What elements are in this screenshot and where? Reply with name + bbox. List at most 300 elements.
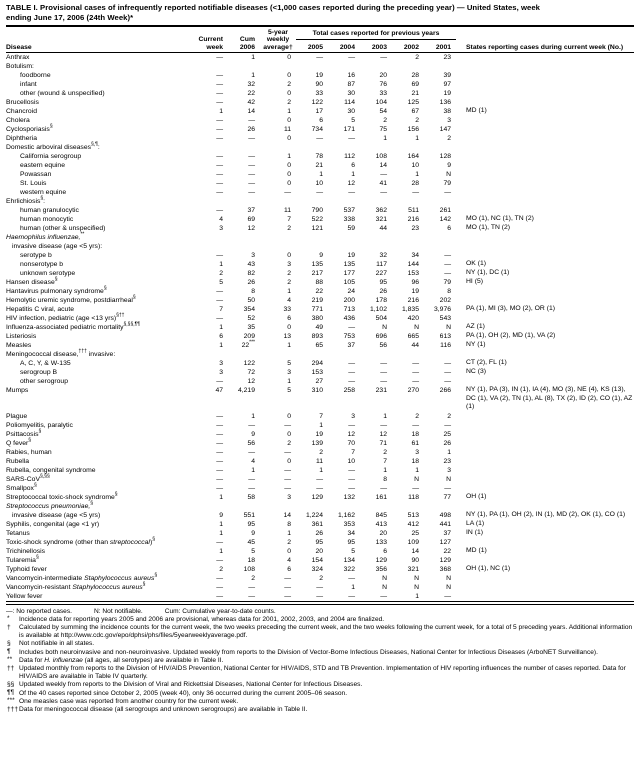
value-cell: 3 xyxy=(415,449,419,457)
disease-name-cell: unknown serotype xyxy=(20,270,76,278)
value-cell xyxy=(392,62,424,71)
disease-table xyxy=(6,27,634,602)
table-row xyxy=(6,242,634,251)
states-cell xyxy=(456,71,634,80)
value-cell xyxy=(360,502,392,511)
value-cell: 3 xyxy=(287,261,291,269)
value-cell: 1 xyxy=(319,467,323,475)
value-cell xyxy=(260,502,296,511)
states-cell: PA (1), MI (3), MO (2), OR (1) xyxy=(466,305,556,313)
value-cell: 2 xyxy=(383,117,387,125)
value-cell: 3 xyxy=(447,117,452,125)
value-cell: 1 xyxy=(287,153,291,161)
value-cell: 79 xyxy=(443,279,452,287)
states-cell xyxy=(456,583,634,592)
value-cell xyxy=(228,242,260,251)
disease-name-cell: Haemophilus influenzae,** xyxy=(6,232,85,242)
value-cell: 69 xyxy=(247,216,255,224)
value-cell: — xyxy=(216,297,223,305)
value-cell xyxy=(228,197,260,206)
value-cell: 216 xyxy=(407,297,419,305)
value-cell: 118 xyxy=(408,494,419,502)
value-cell: 37 xyxy=(247,207,255,215)
col-header-disease: Disease xyxy=(6,27,198,53)
disease-name-cell: invasive disease (age <5 yrs): xyxy=(12,243,103,251)
table-row xyxy=(6,179,634,188)
disease-name-cell: Listeriosis xyxy=(6,333,37,341)
table-row xyxy=(6,574,634,583)
value-cell: 3 xyxy=(287,369,291,377)
value-cell: 504 xyxy=(375,315,387,323)
value-cell: — xyxy=(316,476,323,484)
table-header xyxy=(6,27,634,53)
value-cell: — xyxy=(444,261,452,269)
value-cell: 3 xyxy=(219,360,223,368)
states-cell xyxy=(456,161,634,170)
states-cell xyxy=(456,179,634,188)
value-cell: 1 xyxy=(219,530,223,538)
value-cell: — xyxy=(216,252,223,260)
value-cell: 322 xyxy=(343,566,355,574)
value-cell: 1 xyxy=(219,342,223,350)
value-cell: — xyxy=(444,252,452,260)
value-cell: — xyxy=(348,485,355,493)
disease-name-cell: California serogroup xyxy=(20,153,82,161)
value-cell xyxy=(392,502,424,511)
states-cell xyxy=(456,377,634,386)
value-cell: 1 xyxy=(415,135,419,143)
value-cell: 1 xyxy=(219,548,223,556)
value-cell: 0 xyxy=(287,171,291,179)
footnote-marker: ** xyxy=(7,656,13,664)
value-cell: 7 xyxy=(383,458,387,466)
value-cell: 50 xyxy=(247,297,255,305)
value-cell: 310 xyxy=(311,387,323,395)
states-cell: CT (2), FL (1) xyxy=(466,359,507,367)
disease-name-cell: SARS-CoV§,§§ xyxy=(6,473,50,484)
value-cell xyxy=(198,62,228,71)
value-cell xyxy=(198,350,228,359)
value-cell: — xyxy=(284,422,291,430)
value-cell: 8 xyxy=(251,288,255,296)
value-cell: 771 xyxy=(311,306,323,314)
title-line-1: TABLE I. Provisional cases of infrequently reported notifiable diseases (<1,000 cases reported during the preceding year) — United States, week xyxy=(6,3,540,12)
states-cell: MD (1) xyxy=(466,547,487,555)
legend-item: —: No reported cases. xyxy=(6,607,72,615)
disease-name-cell: Rabies, human xyxy=(6,449,52,457)
value-cell: 69 xyxy=(411,81,419,89)
value-cell: 56 xyxy=(379,342,387,350)
value-cell: — xyxy=(380,378,387,386)
value-cell xyxy=(424,62,456,71)
value-cell: 37 xyxy=(443,530,452,538)
states-cell: NC (3) xyxy=(466,368,487,376)
value-cell: 7 xyxy=(219,306,223,314)
value-cell: 202 xyxy=(439,297,452,305)
value-cell: — xyxy=(444,369,452,377)
value-cell: 153 xyxy=(311,369,323,377)
disease-name-cell: Domestic arboviral diseases§,¶: xyxy=(6,142,100,152)
footnote: *** One measles case was reported from another country for the current week. xyxy=(7,697,239,705)
value-cell: 1,835 xyxy=(401,306,419,314)
value-cell: 1 xyxy=(287,342,291,350)
disease-name-cell: Cyclosporiasis§ xyxy=(6,124,53,134)
footnote-marker: § xyxy=(7,639,11,647)
value-cell xyxy=(228,233,260,242)
value-cell: 9 xyxy=(319,252,323,260)
table-row xyxy=(6,350,634,359)
value-cell: 30 xyxy=(347,108,355,116)
states-cell xyxy=(456,475,634,484)
value-cell: — xyxy=(248,476,255,484)
disease-name-cell: serotype b xyxy=(20,252,52,260)
value-cell: 42 xyxy=(247,99,255,107)
table-row xyxy=(6,143,634,152)
value-cell: 45 xyxy=(247,539,255,547)
value-cell: 10 xyxy=(411,162,419,170)
value-cell: 17 xyxy=(315,108,323,116)
value-cell xyxy=(228,350,260,359)
disease-name-cell: Hemolytic uremic syndrome, postdiarrheal§ xyxy=(6,295,136,305)
disease-name-cell: Trichinellosis xyxy=(6,548,46,556)
value-cell: 354 xyxy=(243,306,255,314)
value-cell: 0 xyxy=(287,458,291,466)
value-cell: 6 xyxy=(287,315,291,323)
value-cell: 132 xyxy=(343,494,355,502)
table-row xyxy=(6,341,634,350)
value-cell: N xyxy=(414,584,419,592)
states-cell xyxy=(456,134,634,143)
value-cell: 44 xyxy=(411,342,419,350)
value-cell xyxy=(424,242,456,251)
value-cell: 56 xyxy=(247,440,255,448)
value-cell: N xyxy=(446,171,452,179)
value-cell xyxy=(228,143,260,152)
value-cell: — xyxy=(216,81,223,89)
value-cell xyxy=(228,502,260,511)
value-cell: — xyxy=(216,153,223,161)
states-cell: MD (1) xyxy=(466,107,487,115)
value-cell: — xyxy=(412,369,419,377)
table-row xyxy=(6,359,634,368)
footnote: ¶ Includes both neuroinvasive and non-neuroinvasive. Updated weekly from reports to the Division of Vector-Borne Infectious Diseases, National Center for Infectious Diseases (ArboNET Surveillance). xyxy=(7,648,598,656)
value-cell: 321 xyxy=(375,216,387,224)
value-cell: — xyxy=(316,54,323,62)
value-cell: 26 xyxy=(379,288,387,296)
value-cell: 128 xyxy=(439,153,452,161)
disease-name-cell: Botulism: xyxy=(6,63,34,71)
table-row xyxy=(6,332,634,341)
value-cell: 59 xyxy=(347,225,355,233)
value-cell: — xyxy=(216,54,223,62)
table-row xyxy=(6,296,634,305)
value-cell: 95 xyxy=(315,539,323,547)
states-cell xyxy=(456,466,634,475)
table-row xyxy=(6,188,634,197)
disease-name-cell: other serogroup xyxy=(20,378,68,386)
table-row xyxy=(6,80,634,89)
disease-name-cell: Tetanus xyxy=(6,530,30,538)
disease-name-cell: Psittacosis§ xyxy=(6,428,42,439)
value-cell: 41 xyxy=(379,180,387,188)
value-cell: 38 xyxy=(443,108,452,116)
value-cell: 5 xyxy=(251,548,255,556)
value-cell: 23 xyxy=(411,225,419,233)
value-cell: 171 xyxy=(343,126,355,134)
title-line-2: ending June 17, 2006 (24th Week)* xyxy=(6,12,134,22)
value-cell: — xyxy=(216,162,223,170)
value-cell: 22 xyxy=(315,288,323,296)
disease-name-cell: Hepatitis C viral, acute xyxy=(6,306,74,314)
states-cell: IN (1) xyxy=(466,529,484,537)
value-cell: — xyxy=(248,162,255,170)
value-cell xyxy=(360,233,392,242)
value-cell: 25 xyxy=(411,530,419,538)
value-cell: — xyxy=(216,593,223,601)
value-cell: 108 xyxy=(243,566,255,574)
states-cell: NY (1), PA (3), IN (1), IA (4), MO (3), NE (4), KS (13), DC (1), VA (2), TN (1), AL (8), TX (2), ID (2), CO (1), AZ (1) xyxy=(466,386,633,411)
footnote: ** Data for H. influenzae (all ages, all serotypes) are available in Table II. xyxy=(7,656,224,664)
value-cell: — xyxy=(248,189,255,197)
value-cell: 9 xyxy=(251,530,255,538)
value-cell: 436 xyxy=(343,315,355,323)
value-cell xyxy=(198,242,228,251)
value-cell: 105 xyxy=(343,279,355,287)
value-cell: — xyxy=(284,476,291,484)
value-cell: 61 xyxy=(411,440,419,448)
value-cell: 58 xyxy=(247,494,255,502)
value-cell: N xyxy=(446,584,452,592)
value-cell: 35 xyxy=(247,324,255,332)
value-cell: 3 xyxy=(219,369,223,377)
value-cell xyxy=(228,62,260,71)
disease-name-cell: foodborne xyxy=(20,72,51,80)
value-cell: — xyxy=(216,485,223,493)
value-cell: 1 xyxy=(319,422,323,430)
value-cell: 1,162 xyxy=(337,512,355,520)
page-title xyxy=(6,3,634,22)
value-cell: 1 xyxy=(219,494,223,502)
value-cell: 47 xyxy=(215,387,223,395)
value-cell: 28 xyxy=(411,180,419,188)
table-row xyxy=(6,107,634,116)
col-header-states-reporting: States reporting cases during current week (No.) xyxy=(456,27,634,53)
value-cell: 665 xyxy=(407,333,419,341)
value-cell: — xyxy=(348,378,355,386)
states-cell xyxy=(456,89,634,98)
value-cell: 12 xyxy=(247,378,255,386)
value-cell: 4,219 xyxy=(237,387,255,395)
value-cell: 231 xyxy=(375,387,387,395)
value-cell: 65 xyxy=(315,342,323,350)
table-row xyxy=(6,386,634,412)
legend-item: Cum: Cumulative year-to-date counts. xyxy=(164,607,276,615)
table-row xyxy=(6,206,634,215)
states-cell xyxy=(456,412,634,421)
value-cell: N xyxy=(446,575,452,583)
value-cell: 3,976 xyxy=(434,306,452,314)
value-cell: 133 xyxy=(375,539,387,547)
value-cell xyxy=(198,502,228,511)
value-cell: — xyxy=(284,189,291,197)
value-cell: 216 xyxy=(407,216,419,224)
value-cell xyxy=(296,242,328,251)
table-row xyxy=(6,368,634,377)
value-cell: 116 xyxy=(440,342,452,350)
value-cell: 5 xyxy=(351,117,355,125)
value-cell: — xyxy=(444,422,452,430)
value-cell xyxy=(328,143,360,152)
states-cell xyxy=(456,233,634,242)
value-cell: 2 xyxy=(415,54,419,62)
table-row xyxy=(6,592,634,601)
value-cell: — xyxy=(380,171,387,179)
table-row xyxy=(6,89,634,98)
disease-name-cell: Vancomycin-resistant Staphylococcus aureus§ xyxy=(6,581,146,592)
value-cell: 22 xyxy=(443,548,452,556)
value-cell xyxy=(424,197,456,206)
value-cell: 88 xyxy=(315,279,323,287)
value-cell: 0 xyxy=(287,162,291,170)
value-cell: 1 xyxy=(287,288,291,296)
states-cell xyxy=(456,457,634,466)
value-cell: 1 xyxy=(351,584,355,592)
value-cell: 321 xyxy=(407,566,419,574)
value-cell: — xyxy=(216,171,223,179)
table-row xyxy=(6,547,634,556)
value-cell: 122 xyxy=(311,99,323,107)
value-cell xyxy=(260,197,296,206)
value-cell: — xyxy=(412,360,419,368)
col-header-2001: 2001 xyxy=(424,39,456,52)
disease-name-cell: Mumps xyxy=(6,387,29,395)
value-cell: N xyxy=(414,575,419,583)
disease-name-cell: Vancomycin-intermediate Staphylococcus aureus§ xyxy=(6,572,158,583)
value-cell: 19 xyxy=(347,252,355,260)
table-row xyxy=(6,439,634,448)
value-cell: — xyxy=(216,180,223,188)
value-cell: 2 xyxy=(383,449,387,457)
value-cell: 380 xyxy=(311,315,323,323)
table-row xyxy=(6,484,634,493)
value-cell: 112 xyxy=(344,153,355,161)
value-cell: 12 xyxy=(347,431,355,439)
value-cell: 4 xyxy=(287,557,291,565)
value-cell: 22*** xyxy=(241,340,255,350)
value-cell: 11 xyxy=(283,207,291,215)
disease-name-cell: Typhoid fever xyxy=(6,566,47,574)
value-cell: 1 xyxy=(383,135,387,143)
table-row xyxy=(6,287,634,296)
disease-name-cell: Measles xyxy=(6,342,32,350)
value-cell xyxy=(328,502,360,511)
value-cell: — xyxy=(216,467,223,475)
footnote-marker: †† xyxy=(7,664,15,672)
value-cell xyxy=(328,350,360,359)
value-cell: 8 xyxy=(383,476,387,484)
value-cell: — xyxy=(248,117,255,125)
states-cell: MO (1), TN (2) xyxy=(466,224,511,232)
value-cell: 696 xyxy=(375,333,387,341)
footnote-marker: † xyxy=(7,623,11,631)
value-cell: 5 xyxy=(287,360,291,368)
value-cell: 90 xyxy=(315,81,323,89)
states-cell xyxy=(456,152,634,161)
value-cell: 893 xyxy=(311,333,323,341)
value-cell: 14 xyxy=(283,512,291,520)
value-cell: 7 xyxy=(319,413,323,421)
value-cell: 129 xyxy=(375,557,387,565)
table-row xyxy=(6,71,634,80)
value-cell xyxy=(360,350,392,359)
value-cell: 6 xyxy=(351,162,355,170)
states-cell xyxy=(456,592,634,601)
value-cell: — xyxy=(316,584,323,592)
value-cell: 49 xyxy=(315,324,323,332)
value-cell: 0 xyxy=(287,72,291,80)
table-row xyxy=(6,116,634,125)
value-cell: 14 xyxy=(247,108,255,116)
value-cell xyxy=(360,197,392,206)
states-cell: NY (1), PA (1), OH (2), IN (1), MD (2), OK (1), CO (1) xyxy=(466,511,626,519)
footnote-marker: *** xyxy=(7,697,15,705)
states-cell xyxy=(456,116,634,125)
value-cell: — xyxy=(444,378,452,386)
value-cell: — xyxy=(348,360,355,368)
table-row xyxy=(6,583,634,592)
disease-name-cell: Streptococcus pneumoniae,§ xyxy=(6,500,94,511)
disease-name-cell: Meningococcal disease,††† invasive: xyxy=(6,349,116,359)
value-cell: 1 xyxy=(415,467,419,475)
value-cell: — xyxy=(412,485,419,493)
value-cell: — xyxy=(284,584,291,592)
value-cell: 200 xyxy=(343,297,355,305)
value-cell xyxy=(296,502,328,511)
value-cell: — xyxy=(380,189,387,197)
value-cell: 139 xyxy=(311,440,323,448)
value-cell: 537 xyxy=(343,207,355,215)
value-cell xyxy=(198,143,228,152)
states-cell xyxy=(456,448,634,457)
value-cell: 122 xyxy=(243,360,255,368)
states-cell: NY (1), DC (1) xyxy=(466,269,510,277)
states-cell xyxy=(456,439,634,448)
value-cell: 129 xyxy=(439,557,452,565)
value-cell: 6 xyxy=(447,225,452,233)
value-cell: 522 xyxy=(311,216,323,224)
value-cell: 420 xyxy=(407,315,419,323)
value-cell: 5 xyxy=(287,387,291,395)
value-cell: 12 xyxy=(379,431,387,439)
value-cell: 39 xyxy=(443,72,452,80)
value-cell: 20 xyxy=(379,72,387,80)
value-cell: 142 xyxy=(439,216,452,224)
table-row xyxy=(6,251,634,260)
value-cell: 2 xyxy=(219,566,223,574)
value-cell: 551 xyxy=(243,512,255,520)
value-cell: 147 xyxy=(439,126,452,134)
col-header-previous-years-group: Total cases reported for previous years xyxy=(296,27,456,40)
value-cell: — xyxy=(412,189,419,197)
states-cell: OH (1) xyxy=(466,493,487,501)
value-cell: 164 xyxy=(407,153,419,161)
states-cell xyxy=(456,287,634,296)
value-cell: 1,102 xyxy=(369,306,387,314)
disease-name-cell: Ehrlichiosis§: xyxy=(6,196,46,206)
disease-name-cell: Smallpox§ xyxy=(6,482,37,493)
value-cell xyxy=(296,62,328,71)
table-row xyxy=(6,448,634,457)
